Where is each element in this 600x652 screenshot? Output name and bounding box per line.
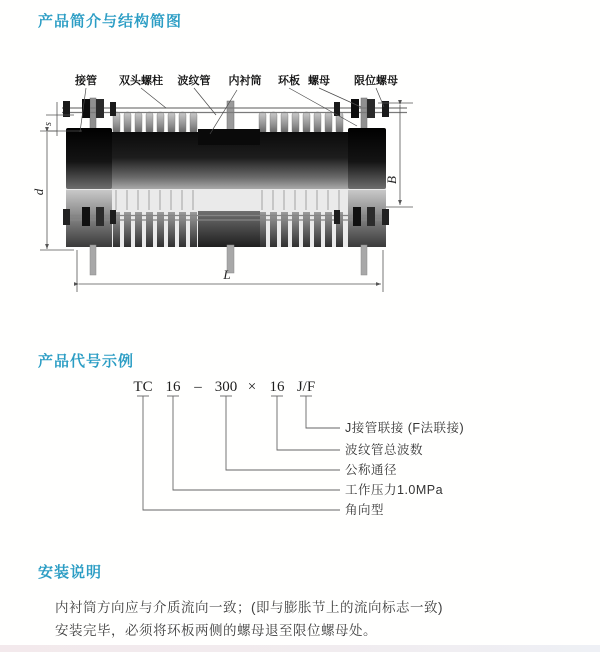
code-callout-lines <box>137 396 340 510</box>
structure-diagram <box>30 62 450 302</box>
dim-label-d: d <box>31 188 46 196</box>
code-seg-dash: – <box>194 379 202 395</box>
section-title-code: 产品代号示例 <box>38 353 135 370</box>
pipe-end-top-left <box>66 128 112 189</box>
dim-label-L: L <box>223 267 231 282</box>
callout-connection: J接管联接 (F法联接) <box>345 421 465 435</box>
bellows-top-right <box>259 112 343 134</box>
part-label-shuangtouluozhu: 双头螺柱 <box>119 75 163 87</box>
pipe-end-top-right <box>348 128 386 189</box>
body-top-half <box>62 98 407 189</box>
part-label-bowenguan: 波纹管 <box>177 75 211 87</box>
callout-type: 角向型 <box>345 503 385 517</box>
install-note-line: 安装完毕，必须将环板两侧的螺母退至限位螺母处。 <box>55 622 377 638</box>
part-labels <box>74 73 398 87</box>
installation-notes <box>55 597 443 642</box>
dim-label-s: s <box>43 122 54 126</box>
part-label-jieguan: 接管 <box>75 75 97 87</box>
page-edge-band <box>0 645 600 652</box>
code-seg-times: × <box>247 379 257 395</box>
body-bottom-half <box>63 190 389 275</box>
liner-band-top <box>198 129 260 145</box>
product-code-diagram <box>100 373 510 538</box>
code-callouts <box>345 420 464 517</box>
install-note-line: 内衬筒方向应与介质流向一致；(即与膨胀节上的流向标志一致) <box>55 600 443 615</box>
callout-diameter: 公称通径 <box>345 463 398 477</box>
part-label-xianweiluomu: 限位螺母 <box>354 75 398 87</box>
part-label-neichentong: 内衬筒 <box>228 75 262 87</box>
code-seg-pressure: 16 <box>165 379 181 395</box>
section-title-install: 安装说明 <box>38 564 103 581</box>
code-seg-connection: J/F <box>296 379 316 395</box>
bellows-top-left <box>113 112 197 134</box>
code-segments <box>133 379 315 395</box>
callout-pressure: 工作压力1.0MPa <box>345 483 444 497</box>
code-seg-diameter: 300 <box>214 379 238 395</box>
code-seg-waves: 16 <box>269 379 285 395</box>
section-title-intro: 产品简介与结构简图 <box>38 13 183 30</box>
code-seg-type: TC <box>133 379 153 395</box>
part-label-huanban: 环板 <box>278 75 300 87</box>
liner-band-bottom <box>198 211 260 247</box>
callout-waves: 波纹管总波数 <box>345 443 424 457</box>
dim-label-B: B <box>384 176 399 184</box>
part-label-luomu: 螺母 <box>308 75 330 87</box>
